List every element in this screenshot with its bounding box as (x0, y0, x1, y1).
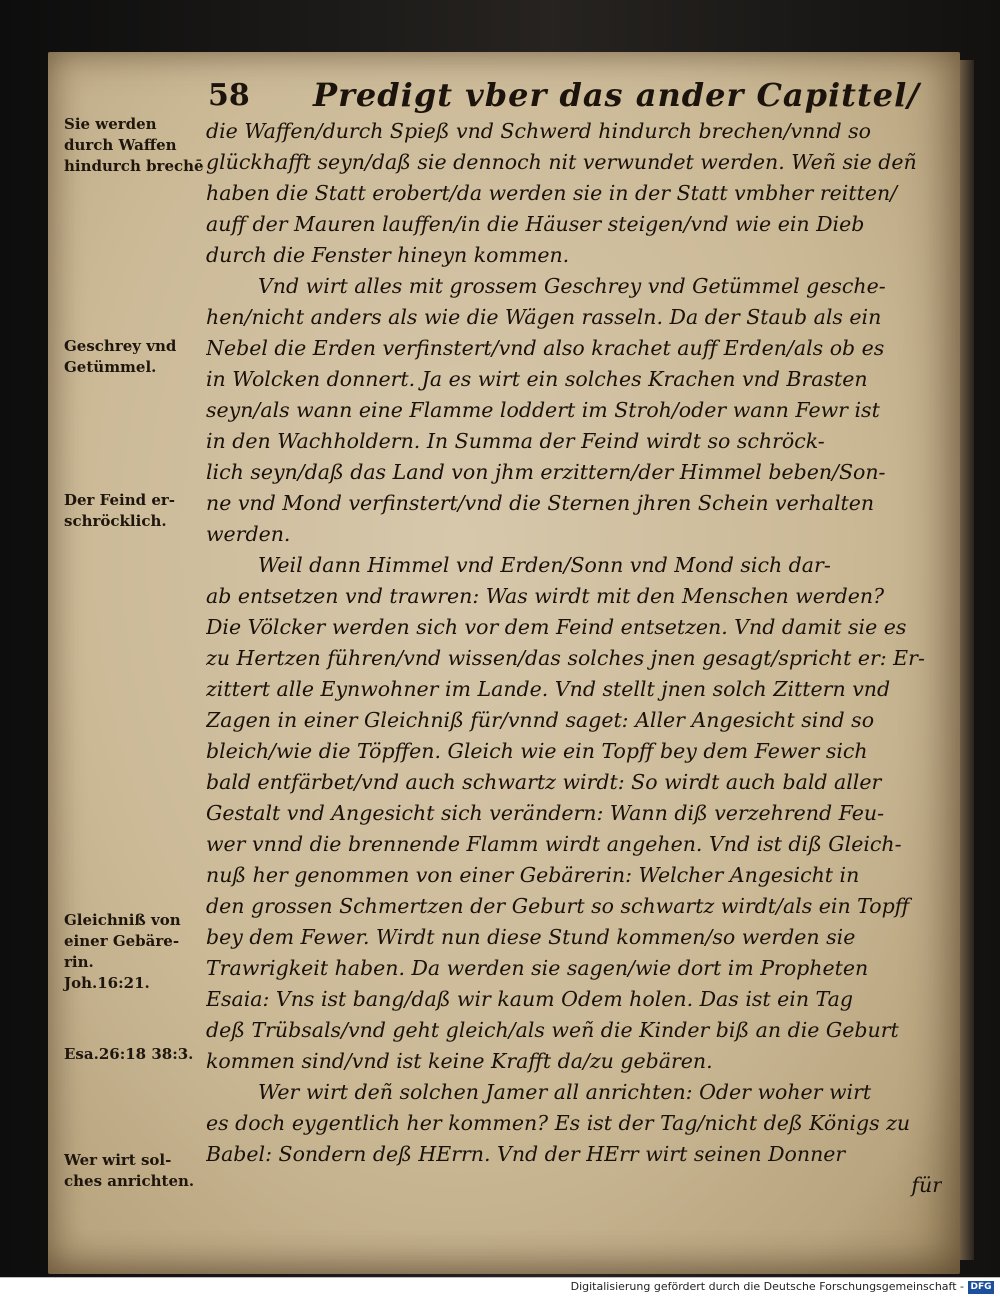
page-edge (960, 60, 974, 1260)
margin-note: Gleichniß von einer Gebäre- rin. Joh.16:21. (64, 911, 181, 992)
margin-note: Der Feind er- schröcklich. (64, 491, 176, 530)
text-line: Nebel die Erden verfinstert/vnd also krachet auff Erden/als ob es (206, 336, 885, 360)
text-line: Gestalt vnd Angesicht sich verändern: Wann diß verzehrend Feu- (206, 801, 885, 825)
text-line: bey dem Fewer. Wirdt nun diese Stund kommen/so werden sie (206, 925, 856, 949)
margin-note: Wer wirt sol- ches anrichten. (64, 1151, 195, 1190)
text-line: die Waffen/durch Spieß vnd Schwerd hindurch brechen/vnnd so (206, 119, 872, 143)
margin-note: Geschrey vnd Getümmel. (64, 337, 177, 376)
text-line: Babel: Sondern deß HErrn. Vnd der HErr wirt seinen Donner (206, 1142, 846, 1166)
text-line: deß Trübsals/vnd geht gleich/als weñ die Kinder biß an die Geburt (206, 1018, 899, 1042)
text-line: in Wolcken donnert. Ja es wirt ein solches Krachen vnd Brasten (206, 367, 868, 391)
text-line: Trawrigkeit haben. Da werden sie sagen/wie dort im Propheten (206, 956, 869, 980)
text-line: bleich/wie die Töpffen. Gleich wie ein Topff bey dem Fewer sich (206, 739, 868, 763)
text-line: glückhafft seyn/daß sie dennoch nit verwundet werden. Weñ sie deñ (206, 150, 917, 174)
text-line: es doch eygentlich her kommen? Es ist der Tag/nicht deß Königs zu (206, 1111, 911, 1135)
margin-note: Sie werden durch Waffen hindurch brechē (64, 115, 204, 175)
text-line: ab entsetzen vnd trawren: Was wirdt mit den Menschen werden? (206, 584, 885, 608)
margin-notes (64, 114, 209, 1214)
text-line: haben die Statt erobert/da werden sie in der Statt vmbher reitten/ (206, 181, 898, 205)
catchword: für (911, 1173, 942, 1197)
scanned-page (48, 52, 960, 1274)
text-line: Weil dann Himmel vnd Erden/Sonn vnd Mond sich dar- (258, 553, 831, 577)
text-line: Zagen in einer Gleichniß für/vnnd saget: Aller Angesicht sind so (206, 708, 875, 732)
running-title: Predigt vber das ander Capittel/ (313, 76, 920, 114)
text-line: ne vnd Mond verfinstert/vnd die Sternen jhren Schein verhalten (206, 491, 875, 515)
text-line: zittert alle Eynwohner im Lande. Vnd stellt jnen solch Zittern vnd (206, 677, 891, 701)
text-line: bald entfärbet/vnd auch schwartz wirdt: So wirdt auch bald aller (206, 770, 882, 794)
text-line: kommen sind/vnd ist keine Krafft da/zu gebären. (206, 1049, 713, 1073)
text-line: lich seyn/daß das Land von jhm erzittern/der Himmel beben/Son- (206, 460, 886, 484)
text-line: auff der Mauren lauffen/in die Häuser steigen/vnd wie ein Dieb (206, 212, 865, 236)
text-line: Die Völcker werden sich vor dem Feind entsetzen. Vnd damit sie es (206, 615, 907, 639)
page-number: 58 (208, 78, 250, 113)
text-line: werden. (206, 522, 291, 546)
footer-bar (0, 1277, 1000, 1298)
funding-credit: Digitalisierung gefördert durch die Deutsche Forschungsgemeinschaft - (570, 1280, 964, 1293)
text-line: zu Hertzen führen/vnd wissen/das solches jnen gesagt/spricht er: Er- (206, 646, 925, 670)
text-line: Esaia: Vns ist bang/daß wir kaum Odem holen. Das ist ein Tag (206, 987, 853, 1011)
text-line: Wer wirt deñ solchen Jamer all anrichten: Oder woher wirt (258, 1080, 872, 1104)
dfg-logo-icon: DFG (968, 1281, 994, 1294)
text-line: Vnd wirt alles mit grossem Geschrey vnd Getümmel gesche- (258, 274, 886, 298)
text-line: seyn/als wann eine Flamme loddert im Stroh/oder wann Fewr ist (206, 398, 880, 422)
text-line: hen/nicht anders als wie die Wägen rasseln. Da der Staub als ein (206, 305, 882, 329)
text-line: durch die Fenster hineyn kommen. (206, 243, 570, 267)
margin-note: Esa.26:18 38:3. (64, 1045, 194, 1063)
text-line: nuß her genommen von einer Gebärerin: Welcher Angesicht in (206, 863, 860, 887)
text-line: wer vnnd die brennende Flamm wirdt angehen. Vnd ist diß Gleich- (206, 832, 902, 856)
text-line: den grossen Schmertzen der Geburt so schwartz wirdt/als ein Topff (206, 894, 910, 918)
text-line: in den Wachholdern. In Summa der Feind wirdt so schröck- (206, 429, 825, 453)
